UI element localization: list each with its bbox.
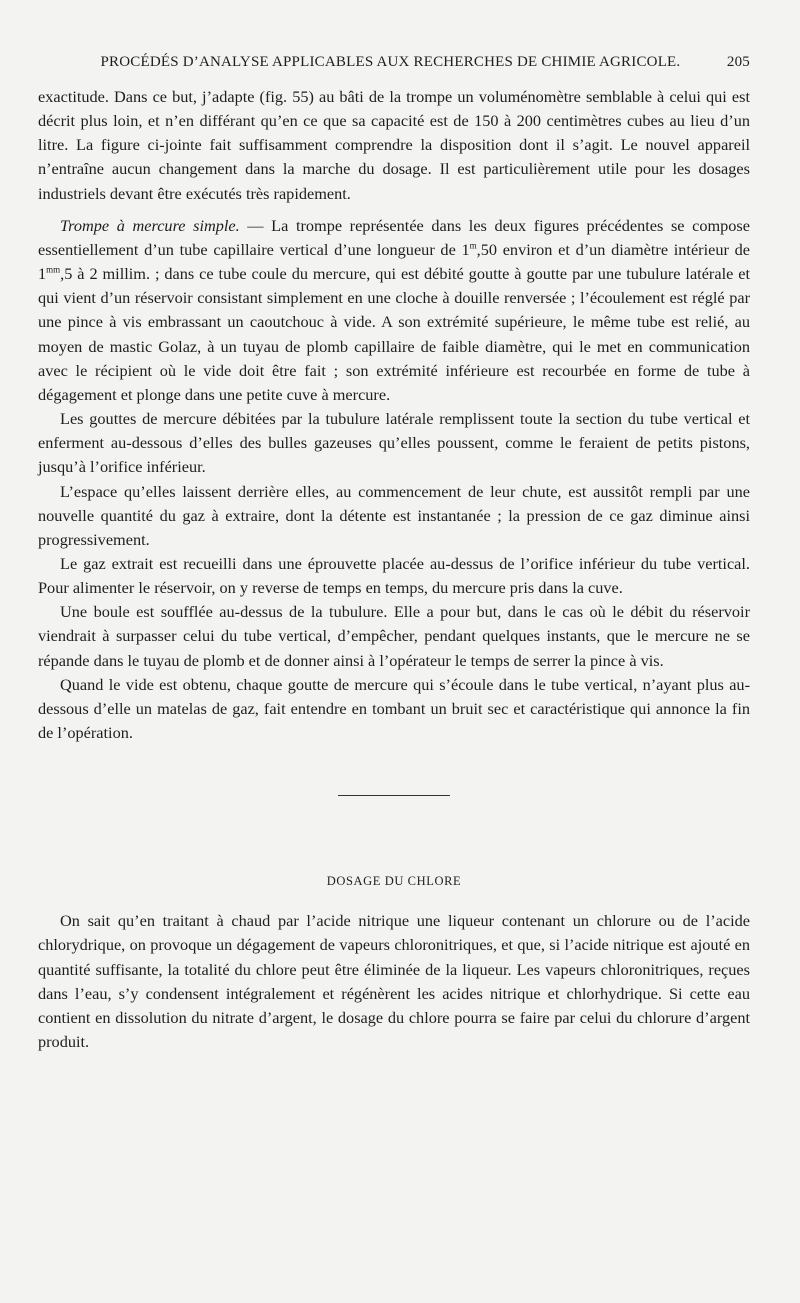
document-page [38, 54, 750, 1054]
paragraph-1: exactitude. Dans ce but, j’adapte (fig. 55) au bâti de la trompe un voluménomètre semblable à celui qui est décrit plus loin, et n’en différant qu’en ce que sa capacité est de 150 à 200 centimètres cubes au lieu d’un litre. La figure ci-jointe fait suffisamment comprendre la disposition dont il s’agit. Le nouvel appareil n’entraîne aucun changement dans la marche du dosage. Il est particulièrement utile pour les dosages industriels devant être exécutés très rapidement. [38, 87, 750, 203]
paragraph-6: Une boule est soufflée au-dessus de la tubulure. Elle a pour but, dans le cas où le débit du réservoir viendrait à surpasser celui du tube vertical, d’empêcher, pendant quelques instants, que le mercure ne se répande dans le tuyau de plomb et de donner ainsi à l’opérateur le temps de serrer la pince à vis. [38, 602, 750, 670]
paragraph-2-title: Trompe à mercure simple. [60, 215, 240, 235]
unit-millimetre: mm [46, 264, 61, 275]
paragraph-8: On sait qu’en traitant à chaud par l’acide nitrique une liqueur contenant un chlorure ou de l’acide chlorydrique, on provoque un dégagement de vapeurs chloronitriques, et que, si l’acide nitrique est ajouté en quantité suffisante, la totalité du chlore peut être éliminée de la liqueur. Les vapeurs chloronitriques, reçues dans l’eau, s’y condensent intégralement et régénèrent les acides nitrique et chlorhydrique. Si cette eau contient en dissolution du nitrate d’argent, le dosage du chlore pourra se faire par celui du chlorure d’argent produit. [38, 911, 750, 1051]
paragraph-2-text-b: ,50 environ et d’un diamètre intérieur de 1 [38, 239, 750, 284]
header-title: PROCÉDÉS D’ANALYSE APPLICABLES AUX RECHERCHES DE CHIMIE AGRICOLE. [100, 54, 681, 70]
section-divider [338, 795, 450, 796]
paragraph-2 [38, 214, 750, 407]
page-number: 205 [726, 54, 750, 70]
section-heading: DOSAGE DU CHLORE [326, 874, 462, 889]
paragraph-3: Les gouttes de mercure débitées par la tubulure latérale remplissent toute la section du tube vertical et enferment au-dessous d’elles des bulles gazeuses qu’elles poussent, comme le feraient de petits pistons, jusqu’à l’orifice inférieur. [38, 409, 750, 477]
running-header [38, 54, 750, 71]
paragraph-7: Quand le vide est obtenu, chaque goutte de mercure qui s’écoule dans le tube vertical, n’ayant plus au-dessous d’elle un matelas de gaz, fait entendre en tombant un bruit sec et caractéristique qui annonce la fin de l’opération. [38, 674, 750, 743]
paragraph-4: L’espace qu’elles laissent derrière elles, au commencement de leur chute, est aussitôt rempli par une nouvelle quantité du gaz à extraire, dont la détente est instantanée ; la pression de ce gaz diminue ainsi progressivement. [38, 481, 750, 549]
paragraph-2-text-a: — La trompe représentée dans les deux figures précédentes se compose essentiellement d’un tube capillaire vertical d’une longueur de 1 [38, 215, 750, 259]
unit-metre: m [469, 240, 477, 251]
paragraph-5: Le gaz extrait est recueilli dans une éprouvette placée au-dessus de l’orifice inférieur du tube vertical. Pour alimenter le réservoir, on y reverse de temps en temps, du mercure pris dans la cuve. [38, 553, 750, 598]
paragraph-2-text-c: ,5 à 2 millim. ; dans ce tube coule du mercure, qui est débité goutte à goutte par une tubulure latérale et qui vient d’un réservoir consistant simplement en une cloche à douille renversée ; l’écoulement est réglé par une pince à vis embrassant un caoutchouc à vide. A son extrémité supérieure, le même tube est relié, au moyen de mastic Golaz, à un tuyau de plomb capillaire de faible diamètre, qui le met en communication avec le récipient où le vide doit être fait ; son extrémité inférieure est recourbée en forme de tube à dégagement et plonge dans une petite cuve à mercure. [38, 264, 750, 404]
